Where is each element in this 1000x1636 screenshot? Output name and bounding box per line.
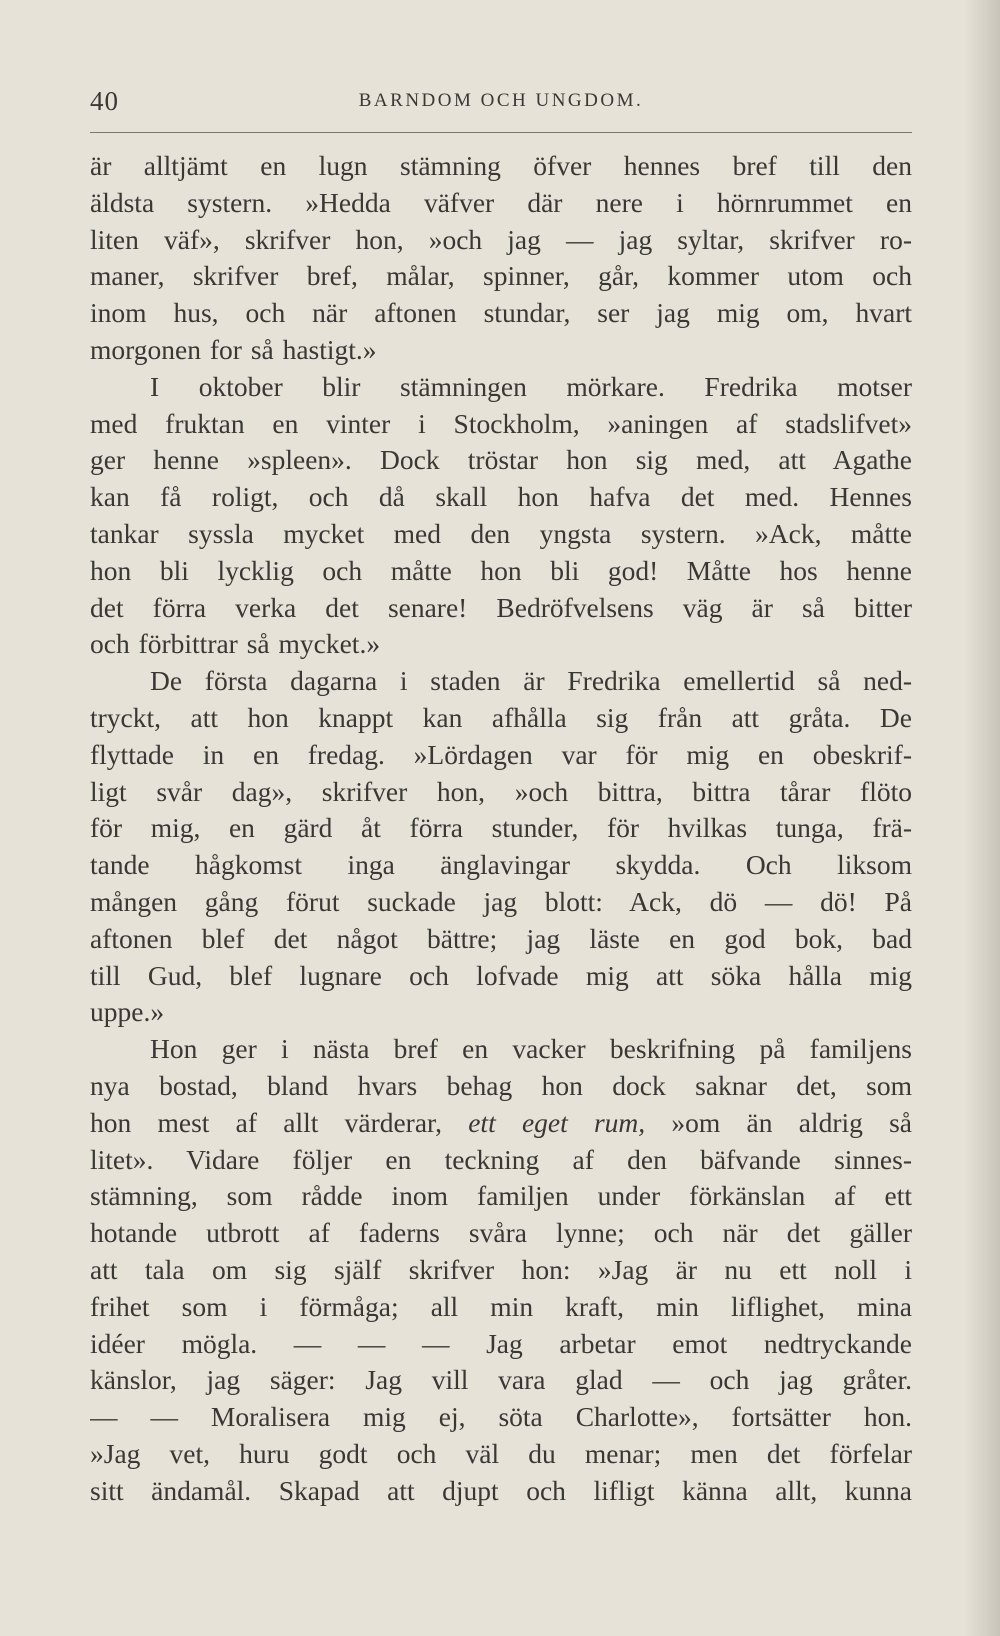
page-edge-shadow — [964, 0, 1000, 1636]
text-line: ger henne »spleen». Dock tröstar hon sig med, att Agathe — [90, 444, 912, 476]
text-line: morgonen for så hastigt.» — [90, 333, 377, 365]
page-header — [90, 86, 912, 122]
text-line: — — Moralisera mig ej, söta Charlotte», fortsätter hon. — [90, 1401, 912, 1433]
text-line: aftonen blef det något bättre; jag läste en god bok, bad — [90, 922, 912, 954]
text-line: för mig, en gärd åt förra stunder, för hvilkas tunga, frä- — [90, 812, 912, 844]
text-line: inom hus, och när aftonen stundar, ser jag mig om, hvart — [90, 297, 912, 329]
page-number: 40 — [90, 86, 119, 116]
text-line: och förbittrar så mycket.» — [90, 628, 381, 660]
text-line: känslor, jag säger: Jag vill vara glad — och jag gråter. — [90, 1364, 912, 1396]
text-line: kan få roligt, och då skall hon hafva det med. Hennes — [90, 481, 912, 513]
text-line: stämning, som rådde inom familjen under förkänslan af ett — [90, 1180, 912, 1212]
text-line: I oktober blir stämningen mörkare. Fredrika motser — [150, 370, 912, 402]
header-rule — [90, 132, 912, 133]
body-text — [90, 148, 912, 1509]
text-line: nya bostad, bland hvars behag hon dock saknar det, som — [90, 1069, 912, 1101]
text-line: äldsta systern. »Hedda väfver där nere i hörnrummet en — [90, 186, 912, 218]
text-line: frihet som i förmåga; all min kraft, min liflighet, mina — [90, 1290, 912, 1322]
text-line: maner, skrifver bref, målar, spinner, går, kommer utom och — [90, 260, 912, 292]
text-line: är alltjämt en lugn stämning öfver hennes bref till den — [90, 150, 912, 181]
text-segment: »om än aldrig så — [645, 1106, 912, 1138]
text-line: uppe.» — [90, 996, 165, 1028]
text-line: hon bli lycklig och måtte hon bli god! Måtte hos henne — [90, 554, 912, 586]
text-line: tryckt, att hon knappt kan afhålla sig från att gråta. De — [90, 701, 912, 733]
text-line: liten väf», skrifver hon, »och jag — jag syltar, skrifver ro- — [90, 223, 912, 255]
text-line: tankar syssla mycket med den yngsta systern. »Ack, måtte — [90, 517, 912, 549]
text-line: att tala om sig själf skrifver hon: »Jag är nu ett noll i — [90, 1253, 912, 1285]
text-line — [90, 1105, 912, 1142]
text-line: sitt ändamål. Skapad att djupt och lifligt känna allt, kunna — [90, 1474, 912, 1506]
text-line: litet». Vidare följer en teckning af den bäfvande sinnes- — [90, 1143, 912, 1175]
text-line: idéer mögla. — — — Jag arbetar emot nedtryckande — [90, 1327, 912, 1359]
text-line: med fruktan en vinter i Stockholm, »aningen af stadslifvet» — [90, 407, 912, 439]
text-line: till Gud, blef lugnare och lofvade mig att söka hålla mig — [90, 959, 912, 991]
text-line: tande hågkomst inga änglavingar skydda. Och liksom — [90, 849, 912, 881]
text-line: ligt svår dag», skrifver hon, »och bittra, bittra tårar flöto — [90, 775, 912, 807]
text-segment: hon mest af allt värderar, — [90, 1106, 469, 1138]
text-line: mången gång förut suckade jag blott: Ack, dö — dö! På — [90, 885, 912, 917]
text-line: hotande utbrott af faderns svåra lynne; och när det gäller — [90, 1217, 912, 1249]
text-line: flyttade in en fredag. »Lördagen var för mig en obeskrif- — [90, 738, 912, 770]
running-head: BARNDOM OCH UNGDOM. — [358, 90, 644, 111]
italic-phrase: ett eget rum, — [468, 1106, 646, 1138]
text-line: De första dagarna i staden är Fredrika emellertid så ned- — [150, 665, 912, 697]
text-line: »Jag vet, huru godt och väl du menar; men det förfelar — [90, 1437, 912, 1469]
text-line: Hon ger i nästa bref en vacker beskrifning på familjens — [150, 1033, 912, 1065]
text-line: det förra verka det senare! Bedröfvelsens väg är så bitter — [90, 591, 912, 623]
